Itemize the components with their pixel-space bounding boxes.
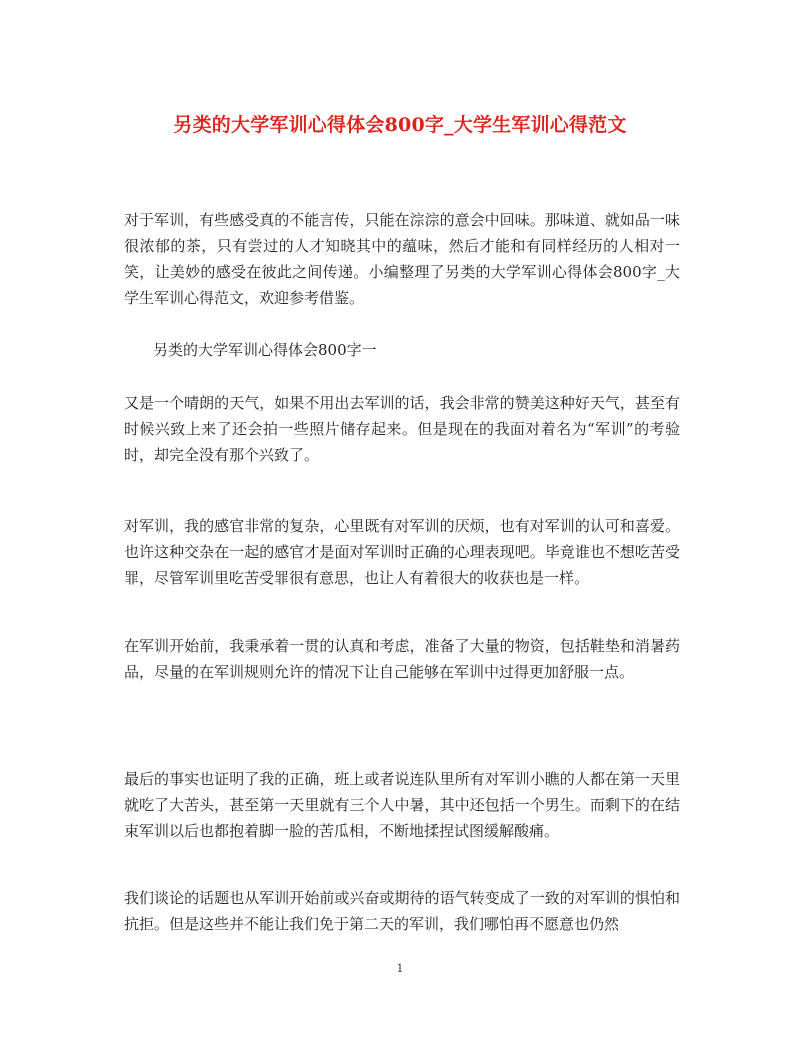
body-paragraph: 我们谈论的话题也从军训开始前或兴奋或期待的语气转变成了一致的对军训的惧怕和抗拒。但是这些并不能让我们免于第二天的军训，我们哪怕再不愿意也仍然 bbox=[124, 889, 680, 933]
body-paragraph: 在军训开始前，我秉承着一贯的认真和考虑，准备了大量的物资，包括鞋垫和消暑药品，尽量的在军训规则允许的情况下让自己能够在军训中过得更加舒服一点。 bbox=[124, 637, 680, 681]
page-number: 1 bbox=[396, 962, 404, 975]
intro-paragraph: 对于军训，有些感受真的不能言传，只能在淙淙的意会中回味。那味道、就如品一味很浓郁的茶，只有尝过的人才知晓其中的蕴味，然后才能和有同样经历的人相对一笑，让美妙的感受在彼此之间传递。小编整理了另类的大学军训心得体会800字_大学生军训心得范文，欢迎参考借鉴。 bbox=[124, 211, 680, 307]
document-title: 另类的大学军训心得体会800字_大学生军训心得范文 bbox=[173, 114, 627, 136]
body-paragraph: 又是一个晴朗的天气，如果不用出去军训的话，我会非常的赞美这种好天气，甚至有时候兴致上来了还会拍一些照片储存起来。但是现在的我面对着名为“军训”的考验时，却完全没有那个兴致了。 bbox=[124, 394, 680, 464]
body-paragraph: 最后的事实也证明了我的正确，班上或者说连队里所有对军训小瞧的人都在第一天里就吃了大苦头，甚至第一天里就有三个人中暑，其中还包括一个男生。而剩下的在结束军训以后也都抱着脚一脸的苦瓜相，不断地揉捏试图缓解酸痛。 bbox=[124, 770, 680, 840]
body-paragraph: 对军训，我的感官非常的复杂，心里既有对军训的厌烦，也有对军训的认可和喜爱。也许这种交杂在一起的感官才是面对军训时正确的心理表现吧。毕竟谁也不想吃苦受罪，尽管军训里吃苦受罪很有意思，也让人有着很大的收获也是一样。 bbox=[124, 517, 680, 587]
section-subheading: 另类的大学军训心得体会800字一 bbox=[153, 341, 377, 359]
